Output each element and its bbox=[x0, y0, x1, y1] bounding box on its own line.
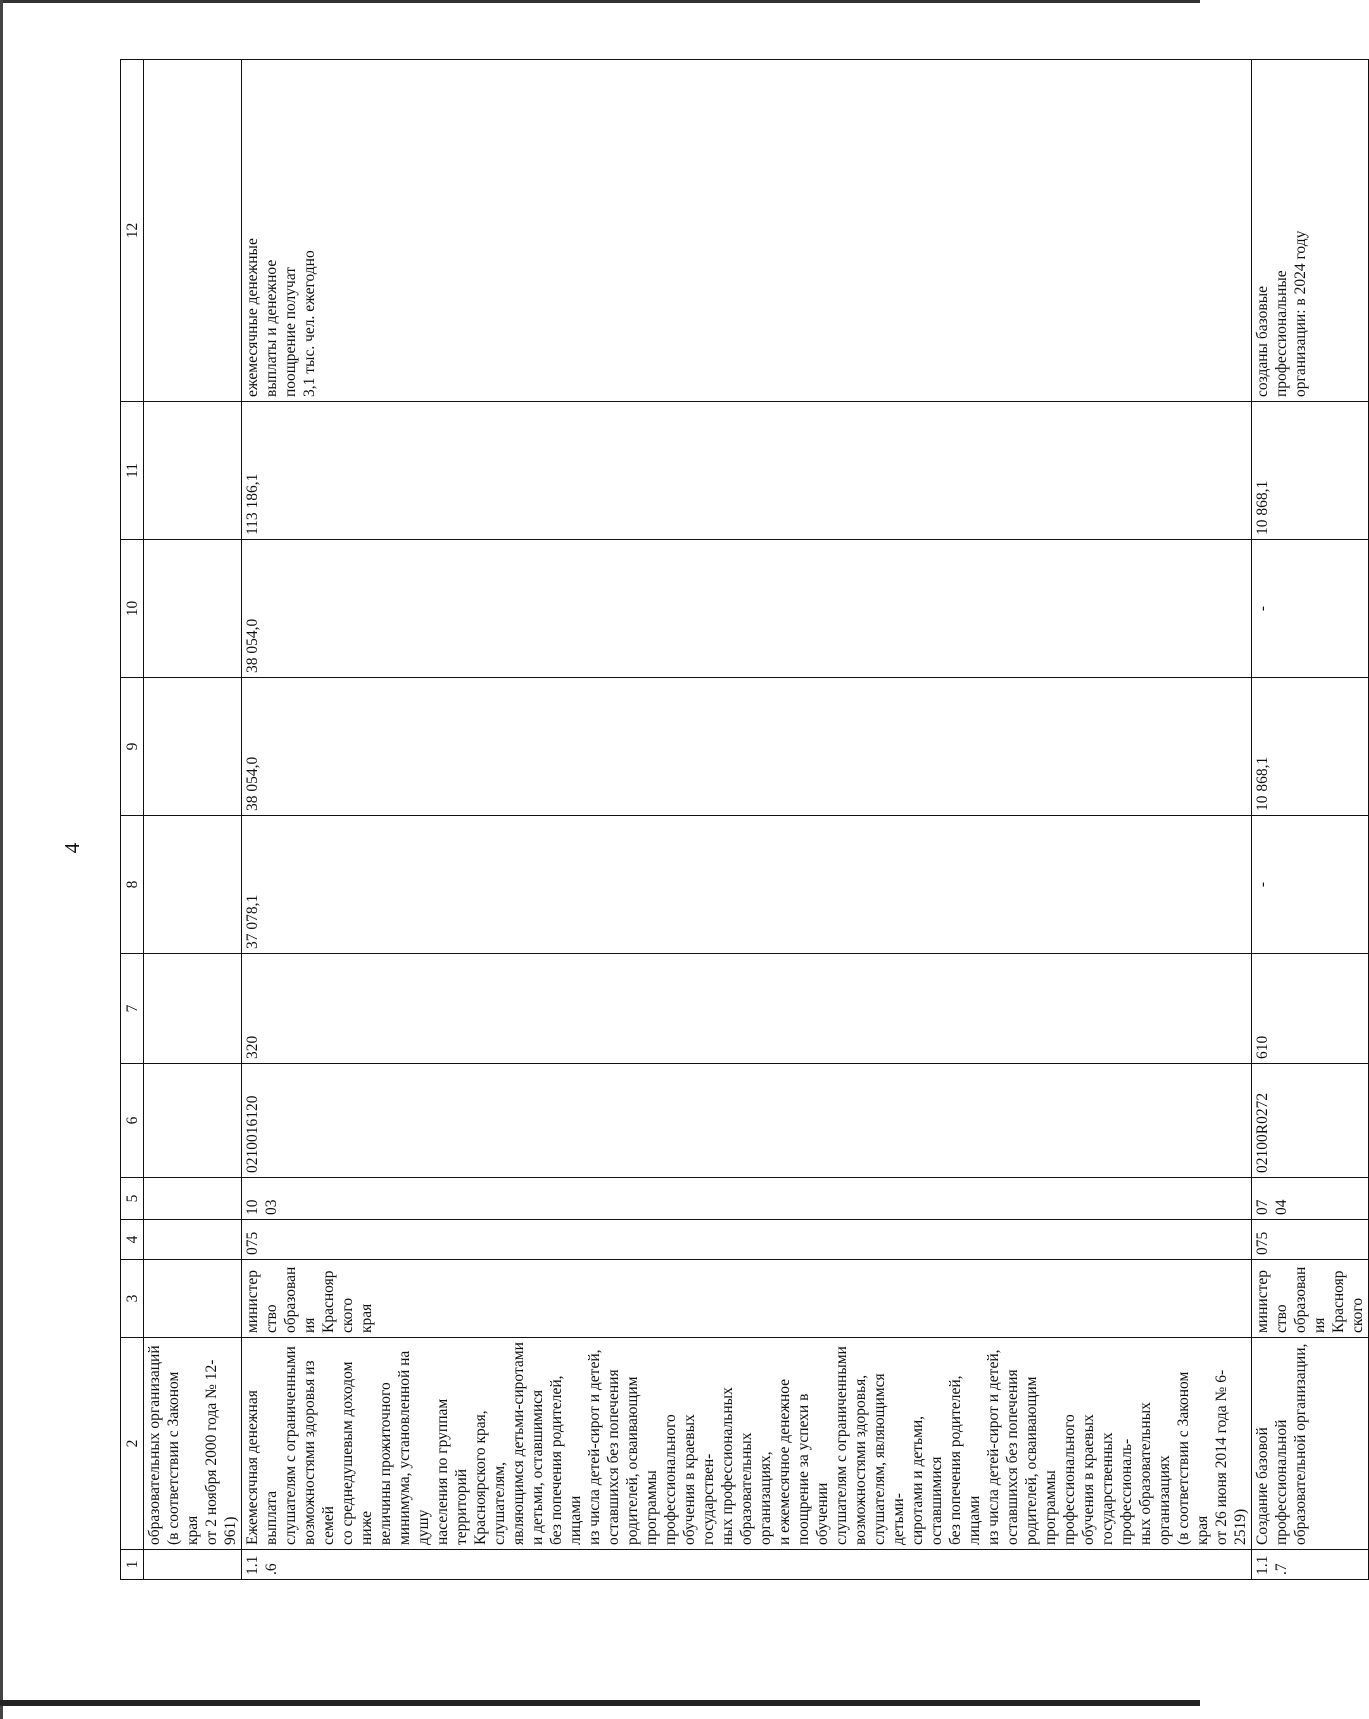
header-cell: 5 bbox=[121, 1178, 144, 1220]
amount-2025: - bbox=[1252, 540, 1369, 678]
header-cell: 4 bbox=[121, 1220, 144, 1260]
header-cell: 8 bbox=[121, 816, 144, 954]
scan-border-top bbox=[0, 0, 1200, 3]
vr-code: 320 bbox=[242, 954, 1252, 1064]
scan-border-left bbox=[0, 0, 3, 1719]
table-row-1-1-7 bbox=[1252, 60, 1369, 1580]
amount-2023: 37 078,1 bbox=[242, 816, 1252, 954]
grbs-code: 075 bbox=[242, 1220, 1252, 1260]
header-cell: 10 bbox=[121, 540, 144, 678]
executor-cell: министерство образования Красноярского bbox=[1252, 1260, 1369, 1338]
page-number: 4 bbox=[60, 842, 84, 854]
activity-name-cell: Ежемесячная денежная выплата слушателям с ограниченными возможностями здоровья из семей со среднедушевым доходом ниже величины прожиточного минимума, установленной на душу населения по группам территорий Красноярского края, слушателям, являющимся детьми-сиротами и детьми, оставшимися без попечения родителей, лицами из числа детей-сирот и детей, оставшихся без попечения родителей, осваивающим программы профессионального обучения в краевых государствен- ных профессиональных образовательных организациях, и ежемесячное денежное поощрение за успехи в обучении слушателям с ограниченными возможностями здоровья, слушателям, являющимся детьми- сиротами и детьми, оставшимися без попечения родителей, лицами из числа детей-сирот и детей, оставшихся без попечения родителей, осваивающим программы профессионального обучения в краевых государственных профессиональ- ных образовательных организациях (в соответствии с Законом края от 26 июня 2014 года № 6-2519) bbox=[242, 1338, 1252, 1550]
rzpr-code: 10 03 bbox=[242, 1178, 1252, 1220]
table-row-1-1-6 bbox=[242, 60, 1252, 1580]
header-cell: 12 bbox=[121, 60, 144, 402]
header-cell: 9 bbox=[121, 678, 144, 816]
csr-code: 02100R0272 bbox=[1252, 1064, 1369, 1178]
vr-code: 610 bbox=[1252, 954, 1369, 1064]
row-number: 1.1.7 bbox=[1252, 1550, 1369, 1580]
grbs-code: 075 bbox=[1252, 1220, 1369, 1260]
header-row bbox=[121, 60, 144, 1580]
activity-name-cell: образовательных организаций (в соответствии с Законом края от 2 ноября 2000 года № 12-961) bbox=[144, 1338, 242, 1550]
csr-code: 0210016120 bbox=[242, 1064, 1252, 1178]
header-cell: 1 bbox=[121, 1550, 144, 1580]
row-number: 1.1.6 bbox=[242, 1550, 1252, 1580]
header-cell: 2 bbox=[121, 1338, 144, 1550]
rzpr-code: 07 04 bbox=[1252, 1178, 1369, 1220]
header-cell: 11 bbox=[121, 402, 144, 540]
amount-2024: 38 054,0 bbox=[242, 678, 1252, 816]
amount-total: 113 186,1 bbox=[242, 402, 1252, 540]
program-activities-table bbox=[120, 59, 1369, 1580]
header-cell: 3 bbox=[121, 1260, 144, 1338]
expected-result-cell: созданы базовые профессиональные организации: в 2024 году bbox=[1252, 60, 1369, 402]
executor-cell: министерство образования Красноярского края bbox=[242, 1260, 1252, 1338]
activity-name-cell: Создание базовой профессиональной образовательной организации, bbox=[1252, 1338, 1369, 1550]
amount-total: 10 868,1 bbox=[1252, 402, 1369, 540]
header-cell: 7 bbox=[121, 954, 144, 1064]
amount-2024: 10 868,1 bbox=[1252, 678, 1369, 816]
rotated-table-wrapper bbox=[120, 60, 1366, 1580]
header-cell: 6 bbox=[121, 1064, 144, 1178]
amount-2023: - bbox=[1252, 816, 1369, 954]
amount-2025: 38 054,0 bbox=[242, 540, 1252, 678]
table-row-continued bbox=[144, 60, 242, 1580]
scan-border-bottom bbox=[0, 1700, 1200, 1706]
expected-result-cell: ежемесячные денежные выплаты и денежное поощрение получат 3,1 тыс. чел. ежегодно bbox=[242, 60, 1252, 402]
